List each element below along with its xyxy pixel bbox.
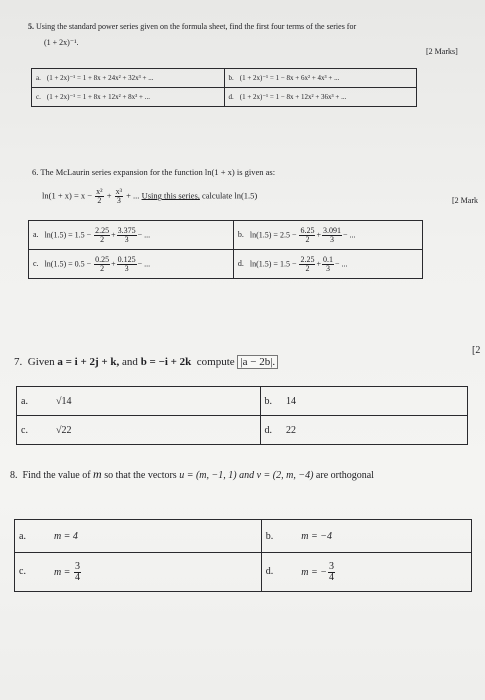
q5-option-a[interactable]: a. (1 + 2x)⁻¹ = 1 + 8x + 24x² + 32x³ + ... — [32, 69, 225, 88]
q6-marks: [2 Mark — [452, 196, 478, 205]
q7-option-c[interactable]: c. √22 — [17, 416, 261, 445]
q8-prompt: 8. Find the value of m so that the vectors u = (m, −1, 1) and v = (2, m, −4) are orthogonal — [10, 467, 374, 481]
q7-vector-a: a = i + 2j + k, — [57, 356, 120, 368]
q5-text: Using the standard power series given on the formula sheet, find the first four terms of the series for — [36, 22, 357, 31]
q6-series: ln(1 + x) = x − $\frac{\text{x²}}{2}$ + $\frac{\text{x³}}{3}$ + ... Using this series, calculate ln(1.5) — [42, 187, 258, 205]
q8-number: 8. — [10, 470, 18, 481]
q8-options-table — [14, 519, 472, 592]
q6-option-d[interactable]: d. ln(1.5) = 1.5 − $\frac{2.25}{2}$ + $\frac{0.1}{3}$ − ... — [233, 250, 422, 279]
q8-option-a[interactable]: a. m = 4 — [15, 520, 262, 553]
q8-vector-v: v = (2, m, −4) — [256, 470, 314, 481]
q5-marks: [2 Marks] — [426, 47, 458, 56]
q5-number: 5. — [28, 22, 34, 31]
q7-option-a[interactable]: a. √14 — [17, 387, 261, 416]
q7-marks: [2 — [472, 345, 481, 356]
q8-option-c[interactable]: c. m = $\frac{3}{4}$ — [15, 553, 262, 592]
q5-option-b[interactable]: b. (1 + 2x)⁻¹ = 1 − 8x + 6x² + 4x³ + ... — [224, 69, 417, 88]
q7-options-table — [16, 386, 468, 445]
q6-prompt: 6. The McLaurin series expansion for the function ln(1 + x) is given as: — [32, 167, 276, 177]
q5-option-d[interactable]: d. (1 + 2x)⁻¹ = 1 − 8x + 12x² + 36x³ + ... — [224, 88, 417, 107]
q6-instruction: Using this series, — [141, 190, 200, 201]
q6-options-table — [28, 220, 423, 279]
q8-vector-u: u = (m, −1, 1) — [179, 470, 237, 481]
q5-option-c[interactable]: c. (1 + 2x)⁻¹ = 1 + 8x + 12x² + 8x³ + ... — [32, 88, 225, 107]
q6-number: 6. — [32, 167, 39, 177]
q7-option-b[interactable]: b. 14 — [260, 387, 467, 416]
q7-vector-b: b = −i + 2k — [140, 356, 192, 368]
q6-option-c[interactable]: c. ln(1.5) = 0.5 − $\frac{0.25}{2}$ + $\frac{0.125}{3}$ − ... — [29, 250, 234, 279]
q5-options-table — [31, 68, 417, 107]
q6-option-b[interactable]: b. ln(1.5) = 2.5 − $\frac{6.25}{2}$ + $\frac{3.091}{3}$ − ... — [233, 221, 422, 250]
q5-expression: (1 + 2x)⁻¹. — [44, 38, 79, 47]
q7-expression: |a − 2b|. — [237, 355, 278, 369]
q7-number: 7. — [14, 356, 23, 368]
q7-option-d[interactable]: d. 22 — [260, 416, 467, 445]
q8-option-b[interactable]: b. m = −4 — [261, 520, 471, 553]
q7-prompt: 7. Given a = i + 2j + k, and b = −i + 2k compute |a − 2b|. — [14, 356, 278, 368]
q8-option-d[interactable]: d. m = − $\frac{3}{4}$ — [261, 553, 471, 592]
q5-prompt — [28, 22, 356, 31]
q8-variable: m — [93, 467, 102, 481]
q6-option-a[interactable]: a. ln(1.5) = 1.5 − $\frac{2.25}{2}$ + $\frac{3.375}{3}$ − ... — [29, 221, 234, 250]
